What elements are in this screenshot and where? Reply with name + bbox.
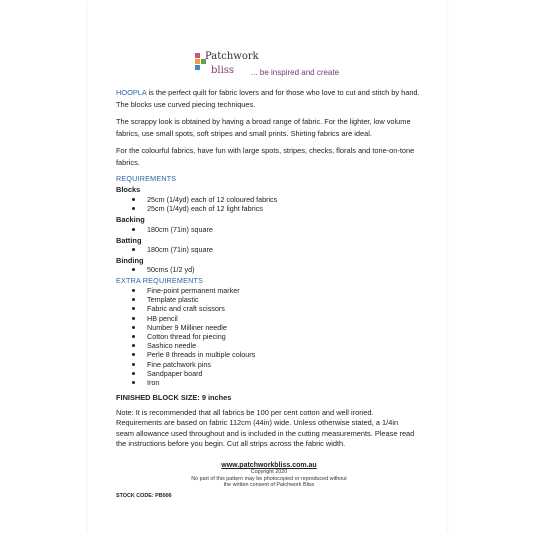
stock-code: STOCK CODE: PB006 (116, 493, 172, 499)
batting-list (116, 245, 416, 254)
copyright-notice-line-2: the written consent of Patchwork Bliss (223, 482, 315, 489)
pattern-name: HOOPLA (116, 88, 147, 97)
svg-text:bliss: bliss (211, 65, 235, 76)
footer (108, 462, 430, 489)
list-item: Sandpaper board (116, 369, 416, 378)
copyright-notice-line-1: No part of this pattern may be photocopied or reproduced without (191, 475, 347, 482)
list-item: 25cm (1/4yd) each of 12 coloured fabrics (116, 195, 416, 204)
finished-block-size: FINISHED BLOCK SIZE: 9 inches (116, 393, 232, 402)
list-item: Perle 8 threads in multiple colours (116, 350, 416, 359)
list-item: HB pencil (116, 314, 416, 323)
requirements-heading: REQUIREMENTS (116, 174, 177, 183)
blocks-heading: Blocks (116, 185, 141, 194)
intro-paragraph-1: HOOPLA is the perfect quilt for fabric lovers and for those who love to cut and stitch by hand. The blocks use curved piecing techniques. (116, 88, 420, 109)
list-item: Number 9 Milliner needle (116, 323, 416, 332)
note-paragraph: Note: It is recommended that all fabrics be 100 per cent cotton and well ironed. Requirements are based on fabric 112cm (44in) wide. Unless otherwise stated, a 1/4in seam allowance used throughout and is included in the cutting measurements. Please read the instructions before you begin. Cut all strips across the fabric width. (116, 408, 415, 449)
extra-requirements-list (116, 286, 416, 387)
list-item: Fine-point permanent marker (116, 286, 416, 295)
list-item: 50cms (1/2 yd) (116, 265, 416, 274)
copyright: Copyright 2020 (250, 469, 288, 475)
list-item: 25cm (1/4yd) each of 12 light fabrics (116, 204, 416, 213)
list-item: Template plastic (116, 295, 416, 304)
list-item: Fine patchwork pins (116, 360, 416, 369)
list-item: Iron (116, 378, 416, 387)
binding-list (116, 265, 416, 274)
list-item: 180cm (71in) square (116, 225, 416, 234)
backing-list (116, 225, 416, 234)
batting-heading: Batting (116, 236, 142, 245)
intro-paragraph-2: The scrappy look is obtained by having a broad range of fabric. For the lighter, low volume fabrics, use small spots, soft stripes and small prints. Shirting fabrics are ideal. (116, 117, 411, 138)
backing-heading: Backing (116, 215, 145, 224)
intro-paragraph-3: For the colourful fabrics, have fun with large spots, stripes, checks, florals and tone-on-tone fabrics. (116, 146, 415, 167)
extra-requirements-heading: EXTRA REQUIREMENTS (116, 276, 204, 285)
list-item: Cotton thread for piecing (116, 332, 416, 341)
list-item: Sashico needle (116, 341, 416, 350)
website-link[interactable]: www.patchworkbliss.com.au (221, 462, 317, 469)
binding-heading: Binding (116, 256, 144, 265)
tagline: ... be inspired and create (251, 68, 340, 77)
blocks-list (116, 195, 416, 213)
svg-text:Patchwork: Patchwork (205, 51, 259, 62)
pattern-content (108, 0, 430, 533)
list-item: 180cm (71in) square (116, 245, 416, 254)
list-item: Fabric and craft scissors (116, 304, 416, 313)
